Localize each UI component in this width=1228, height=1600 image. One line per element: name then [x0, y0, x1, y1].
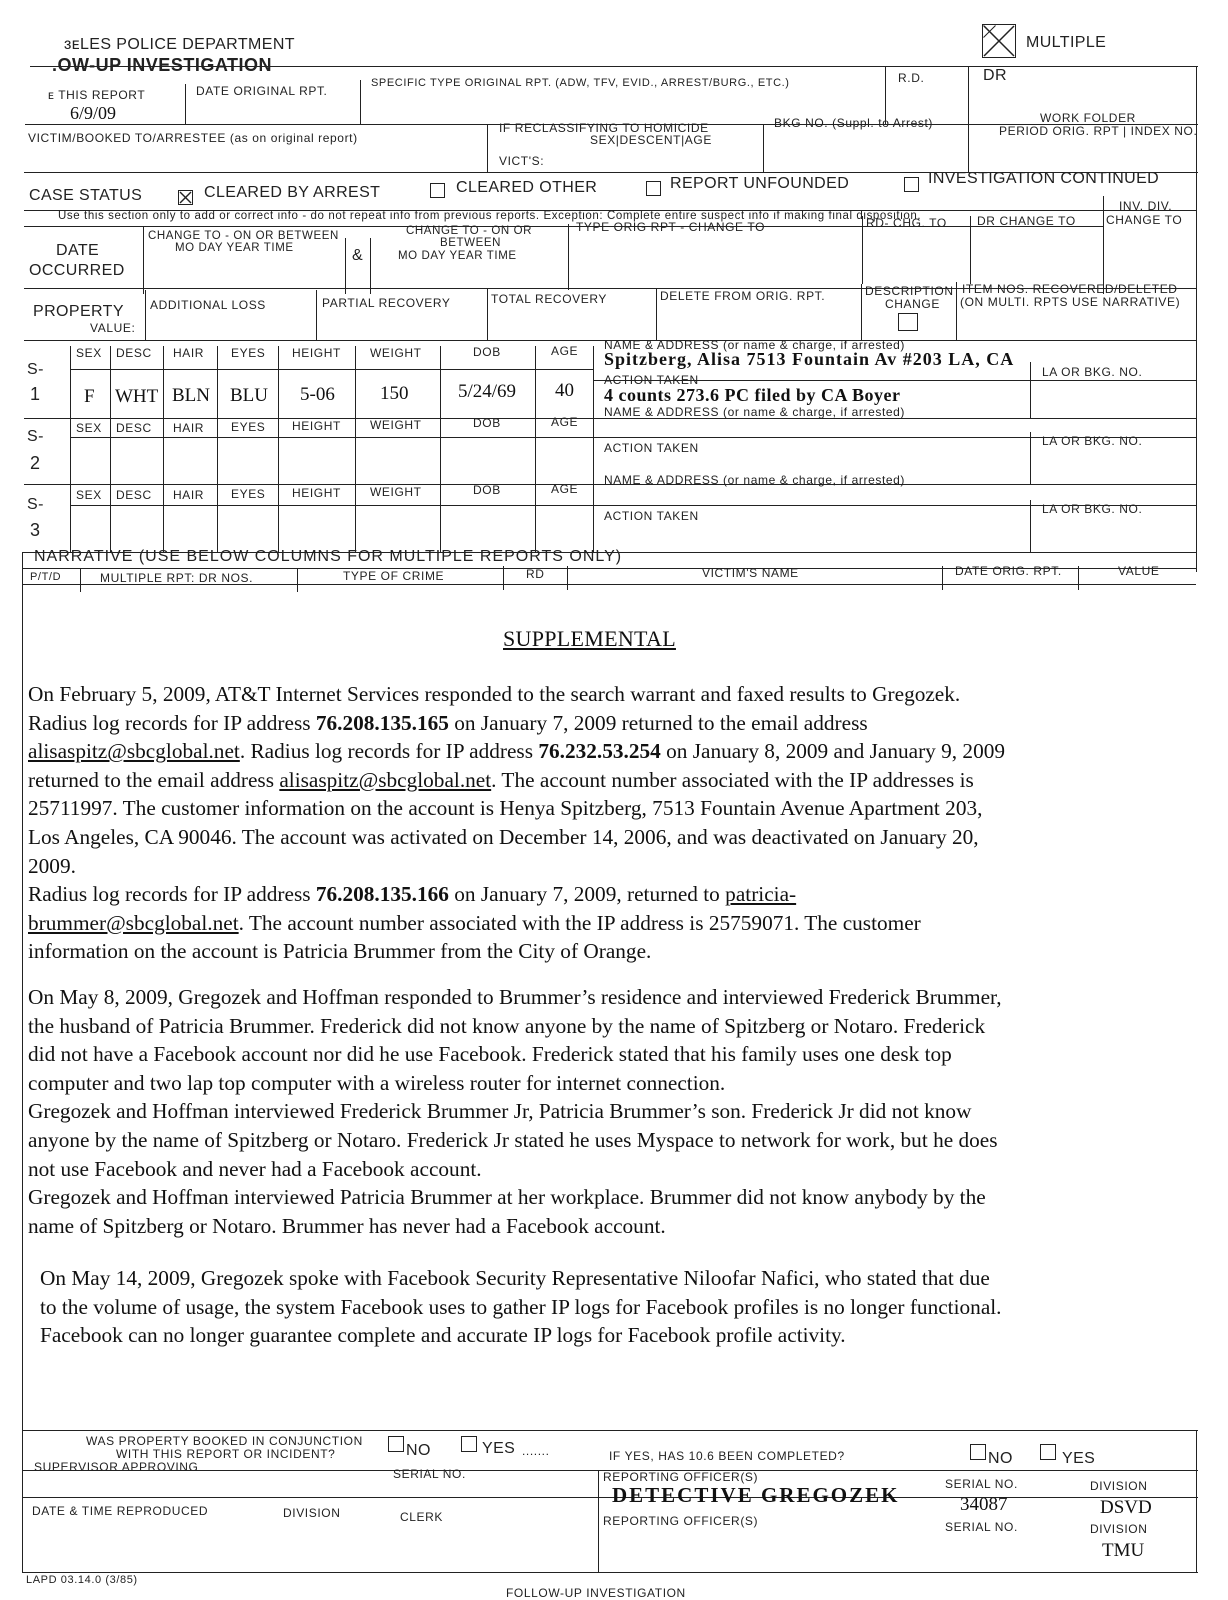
- s1-name-address-label: NAME & ADDRESS (or name & charge, if arrested): [604, 338, 906, 352]
- form-number: LAPD 03.14.0 (3/85): [26, 1574, 138, 1586]
- officer-2-division-label: DIVISION: [1090, 1522, 1148, 1536]
- s2-name-address-label: NAME & ADDRESS (or name & charge, if arrested): [604, 405, 906, 419]
- officer-2-serial-label: SERIAL NO.: [945, 1520, 1018, 1534]
- s3-name-address-label: NAME & ADDRESS (or name & charge, if arrested): [604, 473, 906, 487]
- narrative-line: Gregozek and Hoffman interviewed Patricia Brummer at her workplace. Brummer did not know anybody by the: [28, 1185, 986, 1210]
- narrative-line: On February 5, 2009, AT&T Internet Services responded to the search warrant and faxed results to Gregozek.: [28, 682, 961, 706]
- s2-dob-label: DOB: [473, 416, 501, 430]
- s3-la-bkg-label: LA OR BKG. NO.: [1042, 502, 1143, 516]
- date-orig-rpt-label: DATE ORIG. RPT.: [955, 564, 1062, 578]
- narrative-paragraph-4: [40, 1264, 1210, 1350]
- s3-hair-label: HAIR: [173, 488, 205, 502]
- change-to-1-sub-label: MO DAY YEAR TIME: [175, 242, 294, 254]
- officer-name-value[interactable]: DETECTIVE GREGOZEK: [612, 1483, 900, 1507]
- s3-dob-label: DOB: [473, 483, 501, 497]
- s1-height-label: HEIGHT: [292, 346, 341, 360]
- form-title: .OW-UP INVESTIGATION: [52, 55, 272, 75]
- reproduced-division-label: DIVISION: [283, 1506, 341, 1520]
- officer-serial-label: SERIAL NO.: [945, 1477, 1018, 1491]
- cleared-by-arrest-checkbox[interactable]: [178, 190, 193, 205]
- investigation-continued-label: INVESTIGATION CONTINUED: [928, 170, 1160, 187]
- victs-label: VICT'S:: [499, 154, 545, 168]
- multiple-dr-label: MULTIPLE RPT: DR NOS.: [100, 571, 254, 585]
- case-status-label: CASE STATUS: [29, 187, 143, 204]
- investigation-continued-checkbox[interactable]: [904, 177, 919, 192]
- reporting-officer-2-label: REPORTING OFFICER(S): [603, 1514, 759, 1528]
- multiple-x-icon: [982, 24, 1016, 58]
- suspect-1-number: 1: [30, 384, 41, 404]
- s3-eyes-label: EYES: [231, 487, 266, 501]
- s3-height-label: HEIGHT: [292, 486, 341, 500]
- s1-action-label: ACTION TAKEN: [604, 373, 699, 387]
- ten-six-yes-checkbox[interactable]: [1040, 1444, 1056, 1460]
- property-booked-label-1: WAS PROPERTY BOOKED IN CONJUNCTION: [86, 1434, 363, 1448]
- reclassify-sub-label: SEX|DESCENT|AGE: [590, 133, 712, 147]
- dr-change-label: DR CHANGE TO: [977, 214, 1076, 228]
- s3-weight-label: WEIGHT: [370, 485, 422, 499]
- suspect-2-label: S-: [27, 428, 44, 445]
- narrative-line: Facebook can no longer guarantee complete and accurate IP logs for Facebook profile activity.: [40, 1323, 846, 1348]
- section-note: Use this section only to add or correct info - do not repeat info from previous reports. Exception: Complete entire suspect info if making final disposition.: [58, 210, 922, 222]
- s3-age-label: AGE: [551, 482, 579, 496]
- change-to-2-label: CHANGE TO - ON OR: [406, 225, 533, 237]
- work-folder-label: WORK FOLDER: [1040, 111, 1136, 125]
- s2-desc-label: DESC: [116, 421, 152, 435]
- property-label: PROPERTY: [33, 303, 124, 320]
- dr-label: DR: [983, 67, 1007, 84]
- date-this-report-label: ᴇ THIS REPORT: [48, 88, 146, 102]
- s1-eyes-label: EYES: [231, 346, 266, 360]
- ptd-label: P/T/D: [30, 571, 62, 583]
- narrative-line: name of Spitzberg or Notaro. Brummer has never had a Facebook account.: [28, 1213, 666, 1238]
- s2-age-label: AGE: [551, 415, 579, 429]
- narrative-line: brummer@sbcglobal.net. The account number associated with the IP address is 25759071. The customer: [28, 910, 921, 935]
- email-link-1[interactable]: alisaspitz@sbcglobal.net: [28, 739, 240, 764]
- narrative-line: Los Angeles, CA 90046. The account was activated on December 14, 2006, and was deactivated on January 20,: [28, 824, 979, 849]
- narrative-line: information on the account is Patricia Brummer from the City of Orange.: [28, 939, 652, 964]
- officer-serial-value[interactable]: 34087: [960, 1494, 1008, 1515]
- s1-la-bkg-label: LA OR BKG. NO.: [1042, 365, 1143, 379]
- s1-eyes-value[interactable]: BLU: [230, 385, 268, 406]
- total-recovery-label: TOTAL RECOVERY: [491, 292, 607, 306]
- s1-dob-label: DOB: [473, 345, 501, 359]
- s1-height-value[interactable]: 5-06: [300, 384, 335, 405]
- s1-desc-value[interactable]: WHT: [115, 386, 159, 407]
- s1-hair-value[interactable]: BLN: [172, 385, 210, 406]
- email-link-1b[interactable]: alisaspitz@sbcglobal.net: [279, 767, 492, 792]
- value-col-label: VALUE: [1118, 564, 1160, 578]
- supplemental-heading: SUPPLEMENTAL: [503, 626, 676, 651]
- description-change-label-1: DESCRIPTION: [865, 284, 954, 298]
- narrative-line: 2009.: [28, 853, 76, 878]
- change-to-2-sub-label: MO DAY YEAR TIME: [398, 250, 517, 262]
- description-change-checkbox[interactable]: [898, 313, 918, 331]
- change-to-2-between-label: BETWEEN: [440, 237, 502, 249]
- s2-hair-label: HAIR: [173, 421, 205, 435]
- s1-weight-label: WEIGHT: [370, 346, 422, 360]
- ampersand-label: &: [352, 247, 364, 264]
- delete-from-label: DELETE FROM ORIG. RPT.: [660, 289, 826, 303]
- rd-col-label: RD: [526, 567, 545, 581]
- victim-label: VICTIM/BOOKED TO/ARRESTEE (as on original report): [28, 131, 358, 145]
- narrative-line: On May 14, 2009, Gregozek spoke with Facebook Security Representative Niloofar Nafici, who stated that due: [40, 1266, 990, 1290]
- description-change-label-2: CHANGE: [885, 297, 940, 311]
- s1-sex-label: SEX: [76, 346, 102, 360]
- supervisor-serial-label: SERIAL NO.: [393, 1467, 466, 1481]
- narrative-line: the husband of Patricia Brummer. Frederick did not know anyone by the name of Spitzberg or Notaro. Frederick: [28, 1013, 986, 1038]
- cleared-by-arrest-label: CLEARED BY ARREST: [204, 184, 381, 201]
- work-folder-sub-label: PERIOD ORIG. RPT | INDEX NO.: [999, 124, 1198, 138]
- s1-hair-label: HAIR: [173, 346, 205, 360]
- narrative-line: computer and two lap top computer with a wireless router for internet connection.: [28, 1070, 726, 1095]
- s1-desc-label: DESC: [116, 346, 152, 360]
- s2-action-label: ACTION TAKEN: [604, 441, 699, 455]
- reclassify-label: IF RECLASSIFYING TO HOMICIDE: [499, 121, 709, 135]
- narrative-line: returned to the email address alisaspitz@sbcglobal.net. The account number associated with the IP addresses is: [28, 767, 974, 792]
- type-orig-change-label: TYPE ORIG RPT - CHANGE TO: [576, 220, 766, 234]
- s1-dob-value[interactable]: 5/24/69: [458, 381, 517, 402]
- report-unfounded-checkbox[interactable]: [646, 181, 661, 196]
- ten-six-no-checkbox[interactable]: [970, 1444, 986, 1460]
- narrative-line: not use Facebook and never had a Facebook account.: [28, 1156, 482, 1181]
- date-occurred-label-2: OCCURRED: [29, 262, 125, 279]
- narrative-line: to the volume of usage, the system Facebook uses to gather IP logs for Facebook profiles is no longer functional.: [40, 1294, 1002, 1319]
- narrative-paragraph-3: [28, 983, 1198, 1240]
- multiple-label: MULTIPLE: [1026, 34, 1107, 51]
- s1-sex-value[interactable]: F: [84, 386, 95, 407]
- email-link-2a[interactable]: patricia-: [725, 882, 797, 907]
- s2-la-bkg-label: LA OR BKG. NO.: [1042, 434, 1143, 448]
- narrative-line: Gregozek and Hoffman interviewed Frederick Brummer Jr, Patricia Brummer’s son. Frederick Jr did not know: [28, 1099, 972, 1124]
- s2-weight-label: WEIGHT: [370, 418, 422, 432]
- date-occurred-label-1: DATE: [56, 242, 100, 259]
- ip-address-2: 76.232.53.254: [538, 739, 661, 764]
- property-booked-no-checkbox[interactable]: [388, 1436, 404, 1452]
- report-unfounded-label: REPORT UNFOUNDED: [670, 175, 850, 192]
- suspect-3-number: 3: [30, 520, 41, 540]
- inv-div-change-to-label: CHANGE TO: [1106, 213, 1183, 227]
- property-booked-yes-label: YES: [482, 1440, 516, 1457]
- dots-leader: .......: [522, 1444, 550, 1458]
- if-yes-label: IF YES, HAS 10.6 BEEN COMPLETED?: [609, 1449, 845, 1463]
- department-name: ɜᴇLES POLICE DEPARTMENT: [64, 36, 295, 53]
- ip-address-3: 76.208.135.166: [315, 882, 449, 907]
- narrative-line: anyone by the name of Spitzberg or Notaro. Frederick Jr stated he uses Myspace to network for work, but he does: [28, 1127, 998, 1152]
- officer-2-division-value[interactable]: TMU: [1102, 1540, 1145, 1561]
- cleared-other-label: CLEARED OTHER: [456, 179, 598, 196]
- partial-recovery-label: PARTIAL RECOVERY: [322, 296, 451, 310]
- specific-type-label: SPECIFIC TYPE ORIGINAL RPT. (ADW, TFV, EVID., ARREST/BURG., ETC.): [371, 77, 790, 89]
- narrative-line: 25711997. The customer information on the account is Henya Spitzberg, 7513 Fountain Avenue Apartment 203,: [28, 796, 983, 821]
- clerk-label: CLERK: [400, 1510, 444, 1524]
- change-to-1-label: CHANGE TO - ON OR BETWEEN: [148, 230, 339, 242]
- s2-eyes-label: EYES: [231, 420, 266, 434]
- s1-name-address-value[interactable]: Spitzberg, Alisa 7513 Fountain Av #203 LA, CA: [604, 349, 1015, 369]
- bkg-no-label: BKG NO. (Suppl. to Arrest): [774, 116, 933, 130]
- item-nos-label-1: ITEM NOS. RECOVERED/DELETED: [962, 282, 1178, 296]
- s2-height-label: HEIGHT: [292, 419, 341, 433]
- s1-weight-value[interactable]: 150: [380, 383, 409, 404]
- narrative-line: On May 8, 2009, Gregozek and Hoffman responded to Brummer’s residence and interviewed Frederick Brummer,: [28, 985, 1002, 1009]
- reporting-officer-label: REPORTING OFFICER(S): [603, 1470, 759, 1484]
- suspect-1-label: S-: [27, 361, 44, 378]
- rd-change-label: RD- CHG. TO: [866, 216, 947, 230]
- property-booked-label-2: WITH THIS REPORT OR INCIDENT?: [116, 1447, 336, 1461]
- rd-label: R.D.: [898, 71, 925, 85]
- additional-loss-label: ADDITIONAL LOSS: [150, 298, 266, 312]
- type-of-crime-label: TYPE OF CRIME: [343, 569, 445, 583]
- checkbox-x-icon: [179, 191, 192, 204]
- supervisor-approving-label: SUPERVISOR APPROVING: [34, 1460, 199, 1474]
- officer-division-value[interactable]: DSVD: [1100, 1497, 1152, 1518]
- inv-div-label: INV. DIV.: [1119, 199, 1173, 213]
- narrative-paragraph-1: [28, 680, 1198, 966]
- s1-action-value[interactable]: 4 counts 273.6 PC filed by CA Boyer: [604, 385, 901, 405]
- narrative-line: Radius log records for IP address 76.208.135.166 on January 7, 2009, returned to patricia-: [28, 882, 797, 907]
- s3-sex-label: SEX: [76, 488, 102, 502]
- officer-division-label: DIVISION: [1090, 1479, 1148, 1493]
- ten-six-no-label: NO: [988, 1450, 1013, 1467]
- victims-name-label: VICTIM'S NAME: [702, 566, 799, 580]
- property-value-label: VALUE:: [90, 321, 136, 335]
- suspect-2-number: 2: [30, 453, 41, 473]
- cleared-other-checkbox[interactable]: [430, 183, 445, 198]
- date-original-label: DATE ORIGINAL RPT.: [196, 84, 328, 98]
- suspect-3-label: S-: [27, 496, 44, 513]
- form-footer-title: FOLLOW-UP INVESTIGATION: [506, 1586, 686, 1600]
- s2-sex-label: SEX: [76, 421, 102, 435]
- property-booked-no-label: NO: [406, 1442, 431, 1459]
- ten-six-yes-label: YES: [1062, 1450, 1096, 1467]
- ip-address-1: 76.208.135.165: [315, 710, 449, 735]
- item-nos-label-2: (ON MULTI. RPTS USE NARRATIVE): [960, 295, 1181, 309]
- s3-desc-label: DESC: [116, 488, 152, 502]
- property-booked-yes-checkbox[interactable]: [461, 1436, 477, 1452]
- narrative-line: Radius log records for IP address 76.208.135.165 on January 7, 2009 returned to the email address: [28, 710, 868, 735]
- date-this-report-value[interactable]: 6/9/09: [70, 103, 117, 123]
- s1-age-value[interactable]: 40: [555, 380, 574, 401]
- narrative-line: did not have a Facebook account nor did he use Facebook. Frederick stated that his family uses one desk top: [28, 1042, 952, 1067]
- narrative-title: NARRATIVE (USE BELOW COLUMNS FOR MULTIPLE REPORTS ONLY): [34, 548, 623, 565]
- s3-action-label: ACTION TAKEN: [604, 509, 699, 523]
- s1-age-label: AGE: [551, 344, 579, 358]
- email-link-2b[interactable]: brummer@sbcglobal.net: [28, 910, 239, 935]
- narrative-line: alisaspitz@sbcglobal.net. Radius log records for IP address 76.232.53.254 on January 8, 2009 and January 9, 2009: [28, 739, 1006, 764]
- date-time-reproduced-label: DATE & TIME REPRODUCED: [32, 1504, 209, 1518]
